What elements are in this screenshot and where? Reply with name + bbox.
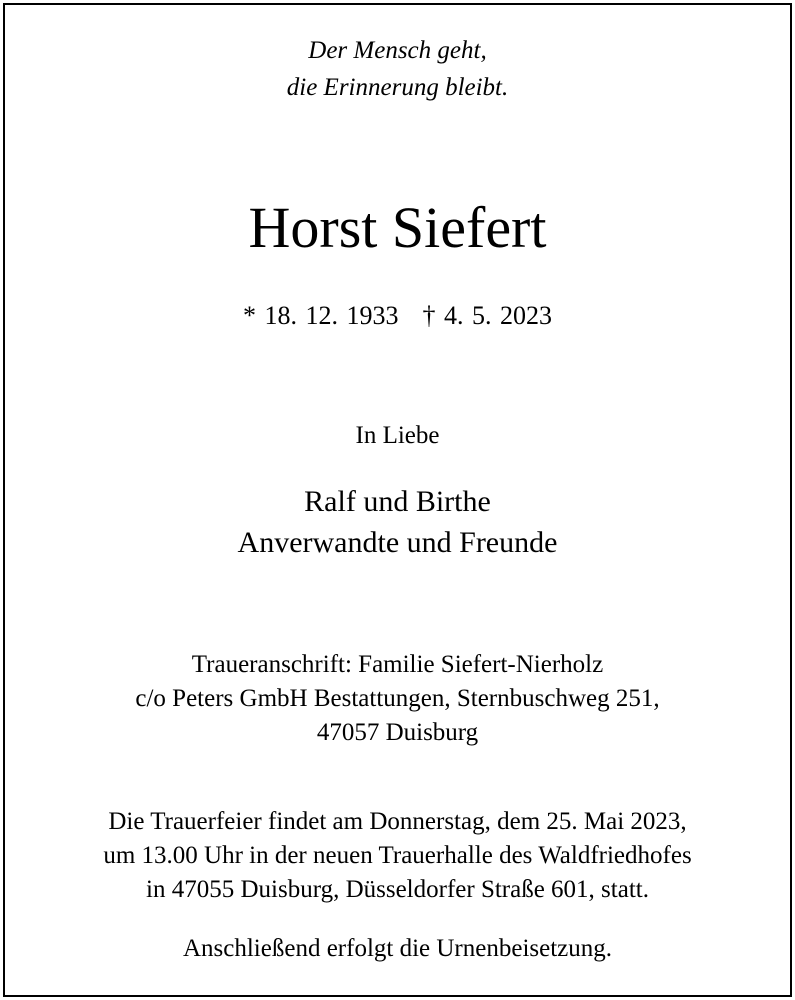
- motto-line-2: die Erinnerung bleibt.: [286, 74, 509, 101]
- birth-date: * 18. 12. 1933: [243, 301, 399, 330]
- in-love-label: In Liebe: [355, 422, 440, 449]
- deceased-name: Horst Siefert: [248, 195, 547, 260]
- ceremony-line-3: in 47055 Duisburg, Düsseldorfer Straße 601, statt.: [146, 876, 649, 903]
- mourners-line-1: Ralf und Birthe: [304, 485, 491, 518]
- address-line-2: c/o Peters GmbH Bestattungen, Sternbuschweg 251,: [135, 685, 660, 712]
- ceremony-line-1: Die Trauerfeier findet am Donnerstag, dem 25. Mai 2023,: [108, 808, 687, 835]
- ceremony-line-2: um 13.00 Uhr in der neuen Trauerhalle des Waldfriedhofes: [103, 842, 692, 869]
- mourners-line-2: Anverwandte und Freunde: [237, 526, 558, 559]
- motto-line-1: Der Mensch geht,: [308, 37, 487, 64]
- address-line-1: Traueranschrift: Familie Siefert-Nierholz: [191, 651, 604, 678]
- death-date: † 4. 5. 2023: [422, 301, 552, 330]
- address-line-3: 47057 Duisburg: [316, 719, 479, 746]
- obituary-notice: [3, 3, 792, 997]
- life-dates: [5, 303, 790, 329]
- burial-note: Anschließend erfolgt die Urnenbeisetzung.: [182, 935, 613, 962]
